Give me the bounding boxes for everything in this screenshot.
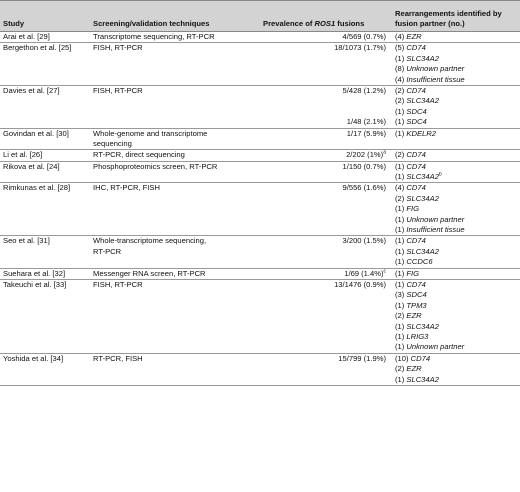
partner-entry — [395, 354, 518, 364]
partner-entry — [395, 322, 518, 332]
partner-entry — [395, 129, 518, 139]
prevalence-value — [263, 107, 386, 117]
table-body — [0, 32, 520, 386]
cell-study — [0, 43, 90, 86]
technique-line: RT-PCR, FISH — [93, 353, 143, 363]
partner-count: (2) — [395, 96, 405, 106]
header-row — [0, 1, 520, 32]
prevalence-text: 1/48 (2.1%) — [346, 117, 386, 127]
cell-prevalence — [260, 128, 392, 150]
cell-study — [0, 183, 90, 236]
study-name: Takeuchi et al. [33] — [3, 279, 67, 289]
cell-techniques — [90, 128, 260, 150]
partner-count: (8) — [395, 64, 405, 74]
cell-prevalence — [260, 353, 392, 385]
technique-line: RT-PCR, direct sequencing — [93, 150, 185, 160]
partner-entry — [395, 342, 518, 352]
header-prevalence-gene: ROS1 — [314, 19, 336, 28]
partner-entry — [395, 32, 518, 42]
partner-entry — [395, 107, 518, 117]
study-name: Seo et al. [31] — [3, 236, 50, 246]
prevalence-value — [263, 117, 386, 127]
table-row — [0, 236, 520, 268]
prevalence-footnote: a — [383, 150, 386, 156]
cell-study — [0, 85, 90, 128]
partner-entry — [395, 150, 518, 160]
cell-prevalence — [260, 32, 392, 43]
technique-line: FISH, RT-PCR — [93, 85, 143, 95]
partner-count: (1) — [395, 117, 405, 127]
partner-name: Insufficient tissue — [406, 74, 465, 84]
partner-entry — [395, 75, 518, 85]
cell-study — [0, 161, 90, 183]
partner-count: (2) — [395, 150, 405, 160]
partner-footnote: b — [438, 172, 442, 178]
study-name: Yoshida et al. [34] — [3, 353, 64, 363]
prevalence-text: 1/17 (5.9%) — [346, 128, 386, 138]
partner-name: CD74 — [406, 183, 426, 193]
partner-entry — [395, 204, 518, 214]
cell-partners — [392, 128, 520, 150]
cell-partners — [392, 85, 520, 128]
cell-study — [0, 353, 90, 385]
partner-entry — [395, 269, 518, 279]
cell-prevalence — [260, 183, 392, 236]
partner-count: (3) — [395, 290, 405, 300]
partner-count: (1) — [395, 300, 405, 310]
cell-techniques — [90, 85, 260, 128]
prevalence-text: 9/556 (1.6%) — [342, 183, 386, 193]
partner-name: Unknown partner — [406, 64, 465, 74]
partner-entry — [395, 194, 518, 204]
partner-entry — [395, 364, 518, 374]
partner-count: (1) — [395, 53, 405, 63]
header-prevalence — [260, 1, 392, 32]
cell-partners — [392, 268, 520, 279]
cell-techniques — [90, 236, 260, 268]
partner-count: (2) — [395, 311, 405, 321]
prevalence-footnote: c — [383, 268, 386, 275]
cell-prevalence — [260, 150, 392, 161]
partner-entry — [395, 301, 518, 311]
cell-study — [0, 268, 90, 279]
partner-name: SLC34A2 — [406, 193, 439, 203]
prevalence-value — [263, 129, 386, 139]
technique-line: RT-PCR — [93, 246, 122, 256]
partner-entry — [395, 247, 518, 257]
prevalence-text: 2/202 (1%) — [346, 150, 384, 160]
cell-study — [0, 279, 90, 353]
cell-techniques — [90, 150, 260, 161]
cell-prevalence — [260, 85, 392, 128]
partner-name: Unknown partner — [406, 342, 465, 352]
prevalence-text: 3/200 (1.5%) — [342, 236, 386, 246]
study-name: Rimkunas et al. [28] — [3, 183, 71, 193]
partner-entry — [395, 54, 518, 64]
partner-name: CD74 — [406, 161, 426, 171]
partner-name: Insufficient tissue — [406, 225, 465, 235]
technique-line: Transcriptome sequencing, RT-PCR — [93, 32, 215, 41]
partner-entry — [395, 332, 518, 342]
partner-name: LRIG3 — [406, 331, 429, 341]
cell-partners — [392, 279, 520, 353]
prevalence-text: 1/69 (1.4%) — [344, 268, 384, 278]
partner-name: CD74 — [406, 236, 426, 246]
table-row — [0, 161, 520, 183]
technique-line: sequencing — [93, 138, 132, 148]
partner-count: (4) — [395, 32, 405, 41]
partner-name: SLC34A2 — [406, 96, 439, 106]
partner-count: (1) — [395, 342, 405, 352]
cell-prevalence — [260, 43, 392, 86]
partner-count: (1) — [395, 128, 405, 138]
cell-techniques — [90, 183, 260, 236]
prevalence-text: 1/150 (0.7%) — [342, 161, 386, 171]
cell-prevalence — [260, 236, 392, 268]
study-name: Davies et al. [27] — [3, 85, 60, 95]
partner-name: CD74 — [406, 43, 426, 53]
partner-entry — [395, 172, 518, 182]
prevalence-text: 5/428 (1.2%) — [342, 85, 386, 95]
prevalence-value — [263, 43, 386, 53]
partner-count: (1) — [395, 172, 405, 182]
cell-partners — [392, 150, 520, 161]
prevalence-value — [263, 96, 386, 106]
partner-count: (1) — [395, 225, 405, 235]
partner-entry — [395, 43, 518, 53]
technique-line: FISH, RT-PCR — [93, 279, 143, 289]
partner-count: (1) — [395, 257, 405, 267]
prevalence-value — [263, 236, 386, 246]
partner-name: Unknown partner — [406, 214, 465, 224]
partner-name: SDC4 — [406, 117, 427, 127]
table-row — [0, 43, 520, 86]
partner-entry — [395, 290, 518, 300]
partner-entry — [395, 257, 518, 267]
prevalence-value — [263, 162, 386, 172]
partner-count: (2) — [395, 193, 405, 203]
partner-count: (2) — [395, 364, 405, 374]
cell-techniques — [90, 161, 260, 183]
partner-count: (2) — [395, 85, 405, 95]
technique-line: Messenger RNA screen, RT-PCR — [93, 268, 206, 278]
study-name: Bergethon et al. [25] — [3, 43, 72, 53]
partner-name: CD74 — [406, 279, 426, 289]
partner-entry — [395, 162, 518, 172]
cell-study — [0, 128, 90, 150]
cell-prevalence — [260, 161, 392, 183]
header-study: Study — [0, 1, 90, 32]
prevalence-text: 18/1073 (1.7%) — [334, 43, 386, 53]
partner-entry — [395, 225, 518, 235]
table-row — [0, 353, 520, 385]
prevalence-text: 15/799 (1.9%) — [338, 353, 386, 363]
table-row — [0, 268, 520, 279]
partner-name: EZR — [406, 311, 422, 321]
partner-count: (1) — [395, 106, 405, 116]
cell-partners — [392, 32, 520, 43]
prevalence-text: 13/1476 (0.9%) — [334, 279, 386, 289]
partner-name: CCDC6 — [406, 257, 433, 267]
cell-study — [0, 236, 90, 268]
partner-entry — [395, 311, 518, 321]
prevalence-value — [263, 32, 386, 42]
partner-name: FIG — [406, 204, 420, 214]
partner-name: CD74 — [406, 85, 426, 95]
partner-name: FIG — [406, 268, 420, 278]
technique-line: IHC, RT-PCR, FISH — [93, 183, 160, 193]
partner-name: SLC34A2 — [406, 53, 439, 63]
partner-count: (10) — [395, 353, 409, 363]
cell-partners — [392, 43, 520, 86]
partner-count: (1) — [395, 204, 405, 214]
cell-prevalence — [260, 268, 392, 279]
partner-entry — [395, 375, 518, 385]
cell-study — [0, 150, 90, 161]
cell-partners — [392, 183, 520, 236]
partner-entry — [395, 117, 518, 127]
table-row — [0, 32, 520, 43]
cell-partners — [392, 353, 520, 385]
cell-prevalence — [260, 279, 392, 353]
partner-count: (1) — [395, 321, 405, 331]
study-name: Li et al. [26] — [3, 150, 43, 160]
partner-name: EZR — [406, 32, 422, 41]
header-prevalence-suffix: fusions — [335, 19, 365, 28]
table-row — [0, 279, 520, 353]
study-name: Arai et al. [29] — [3, 32, 50, 41]
prevalence-value — [263, 183, 386, 193]
technique-line: Whole-genome and transcriptome — [93, 128, 208, 138]
table-row — [0, 183, 520, 236]
partner-count: (5) — [395, 43, 405, 53]
study-name: Govindan et al. [30] — [3, 128, 69, 138]
partner-entry — [395, 280, 518, 290]
partner-entry — [395, 236, 518, 246]
prevalence-value — [263, 280, 386, 290]
partner-count: (1) — [395, 246, 405, 256]
partner-count: (1) — [395, 214, 405, 224]
cell-techniques — [90, 43, 260, 86]
prevalence-value — [263, 354, 386, 364]
cell-techniques — [90, 32, 260, 43]
partner-entry — [395, 215, 518, 225]
header-prevalence-prefix: Prevalence of — [263, 19, 315, 28]
partner-name: EZR — [406, 364, 422, 374]
partner-count: (1) — [395, 161, 405, 171]
cell-techniques — [90, 268, 260, 279]
partner-count: (4) — [395, 74, 405, 84]
table-row — [0, 128, 520, 150]
cell-techniques — [90, 279, 260, 353]
table-header — [0, 1, 520, 32]
partner-count: (4) — [395, 183, 405, 193]
technique-line: FISH, RT-PCR — [93, 43, 143, 53]
cell-techniques — [90, 353, 260, 385]
partner-entry — [395, 86, 518, 96]
partner-name: SLC34A2 — [406, 246, 439, 256]
table-row — [0, 150, 520, 161]
partner-count: (1) — [395, 236, 405, 246]
partner-entry — [395, 64, 518, 74]
partner-name: SDC4 — [406, 290, 427, 300]
partner-name: CD74 — [406, 150, 426, 160]
prevalence-value — [263, 150, 386, 160]
prevalence-value — [263, 269, 386, 279]
study-name: Suehara et al. [32] — [3, 268, 66, 278]
partner-count: (1) — [395, 374, 405, 384]
cell-partners — [392, 161, 520, 183]
study-name: Rikova et al. [24] — [3, 161, 60, 171]
partner-count: (1) — [395, 268, 405, 278]
partner-count: (1) — [395, 331, 405, 341]
header-partners — [392, 1, 520, 32]
cell-partners — [392, 236, 520, 268]
partner-entry — [395, 96, 518, 106]
partner-name: KDELR2 — [406, 128, 436, 138]
partner-name: SLC34A2 — [406, 321, 439, 331]
header-techniques: Screening/validation techniques — [90, 1, 260, 32]
cell-study — [0, 32, 90, 43]
table-row — [0, 85, 520, 128]
header-partners-line2: fusion partner (no.) — [395, 19, 465, 28]
technique-line: Phosphoproteomics screen, RT-PCR — [93, 161, 218, 171]
partner-entry — [395, 183, 518, 193]
prevalence-value — [263, 86, 386, 96]
technique-line: Whole-transcriptome sequencing, — [93, 236, 207, 246]
partner-name: SDC4 — [406, 106, 427, 116]
partner-name: CD74 — [410, 353, 431, 363]
partner-count: (1) — [395, 279, 405, 289]
partner-name: SLC34A2 — [406, 374, 439, 384]
prevalence-text: 4/569 (0.7%) — [342, 32, 386, 41]
partner-name: SLC34A2 — [406, 172, 439, 182]
partner-name: TPM3 — [406, 300, 427, 310]
header-partners-line1: Rearrangements identified by — [395, 9, 502, 18]
